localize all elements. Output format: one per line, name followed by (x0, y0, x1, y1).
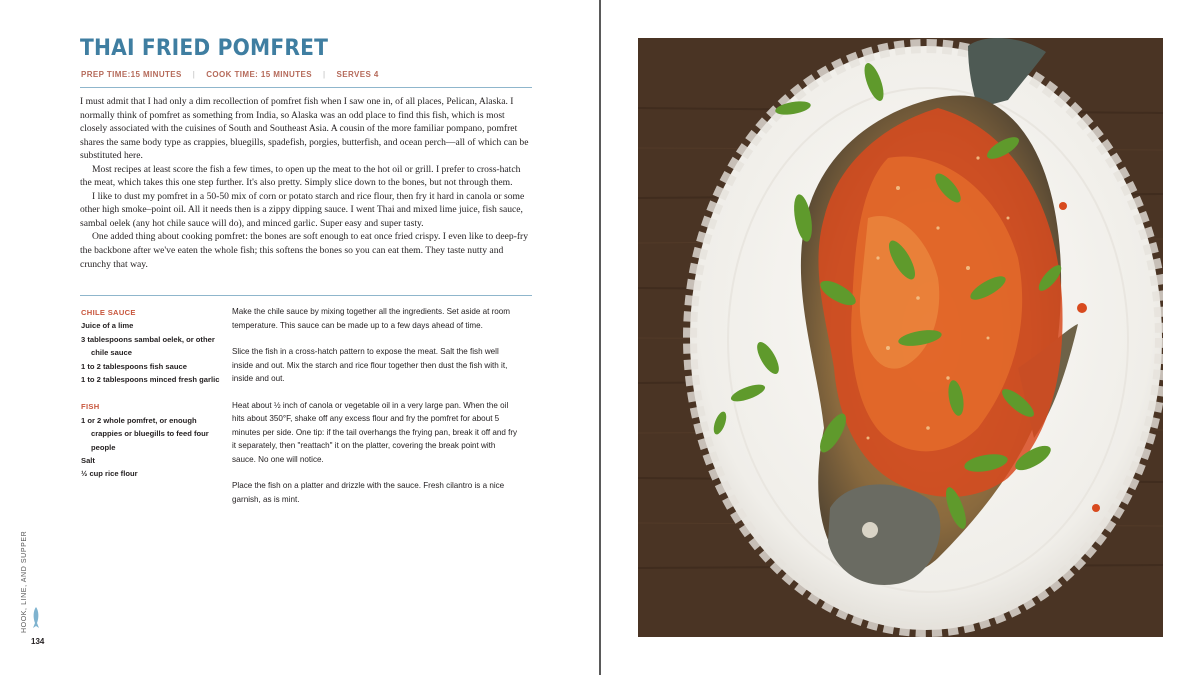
ingredient-heading: CHILE SAUCE (81, 308, 136, 317)
fried-pomfret-photo (638, 38, 1163, 637)
meta-separator: | (323, 70, 326, 79)
ingredient-list (81, 306, 221, 481)
ingredient-item: Juice of a lime (81, 321, 134, 331)
ingredient-item: ½ cup rice flour (81, 469, 138, 479)
intro-paragraph: I like to dust my pomfret in a 50-50 mix of corn or potato starch and rice flour, then fry it hard in canola or some other high smoke–point oil. All it needs then is a zippy dipping sauce. I went Thai and mixed lime juice, fish sauce, sambal oelek (any hot chile sauce will do), and minced garlic. Super easy and super tasty. (80, 190, 525, 229)
cook-time: COOK TIME: 15 MINUTES (206, 70, 312, 79)
intro-text (80, 95, 534, 271)
divider (80, 295, 532, 296)
divider (80, 87, 532, 88)
servings: SERVES 4 (336, 70, 379, 79)
method-step: Slice the fish in a cross-hatch pattern to expose the meat. Salt the fish well inside and out. Mix the starch and rice flour together then dust the fish with it, inside and out. (232, 347, 508, 383)
method-step: Heat about ½ inch of canola or vegetable oil in a very large pan. When the oil hits about 350°F, shake off any excess flour and fry the pomfret for about 5 minutes per side. One tip: if the tail overhangs the frying pan, break it off and fry it separately, then "reattach" it on the platter, covering the break point with sauce. No one will notice. (232, 400, 518, 464)
ingredient-item: 3 tablespoons sambal oelek, or other chile sauce (81, 334, 215, 358)
ingredient-item: Salt (81, 456, 95, 466)
ingredient-heading: FISH (81, 402, 100, 412)
intro-paragraph: One added thing about cooking pomfret: the bones are soft enough to eat once fried crispy. I even like to deep-fry the backbone after we've eaten the whole fish; this softens the bones so you can eat them. They taste nutty and crunchy that way. (80, 231, 529, 270)
meta-separator: | (192, 70, 196, 79)
recipe-meta (81, 70, 379, 79)
ingredient-item: 1 to 2 tablespoons minced fresh garlic (81, 375, 220, 385)
section-running-head: HOOK, LINE, AND SUPPER (21, 530, 28, 633)
page-number: 134 (31, 637, 45, 646)
recipe-title: THAI FRIED POMFRET (80, 36, 329, 61)
ingredient-item: 1 or 2 whole pomfret, or enough crappies or bluegills to feed four people (81, 415, 209, 452)
method-step: Place the fish on a platter and drizzle with the sauce. Fresh cilantro is a nice garnish, as is mint. (232, 481, 505, 504)
prep-time: PREP TIME:15 MINUTES (81, 70, 182, 79)
fish-icon (31, 606, 41, 630)
right-page (601, 0, 1200, 675)
ingredient-item: 1 to 2 tablespoons fish sauce (81, 361, 187, 371)
method-steps (232, 305, 520, 519)
method-step: Make the chile sauce by mixing together all the ingredients. Set aside at room temperature. This sauce can be made up to a few days ahead of time. (232, 307, 511, 330)
intro-paragraph: Most recipes at least score the fish a few times, to open up the meat to the hot oil or grill. I prefer to cross-hatch the meat, which takes this one step further. It's also pretty. Simply slice down to the bones, but not through them. (80, 163, 521, 189)
left-page (0, 0, 599, 675)
intro-paragraph: I must admit that I had only a dim recollection of pomfret fish when I saw one in, of all places, Pelican, Alaska. I normally think of pomfret as something from India, so Alaska was an odd place to find this fish, which is most closely associated with the cuisines of South and Southeast Asia. A cousin of the more familiar pompano, pomfret shares the same body type as crappies, bluegills, spadefish, porgies, butterfish, and ocean perch—all of which can be substituted here. (80, 96, 529, 162)
